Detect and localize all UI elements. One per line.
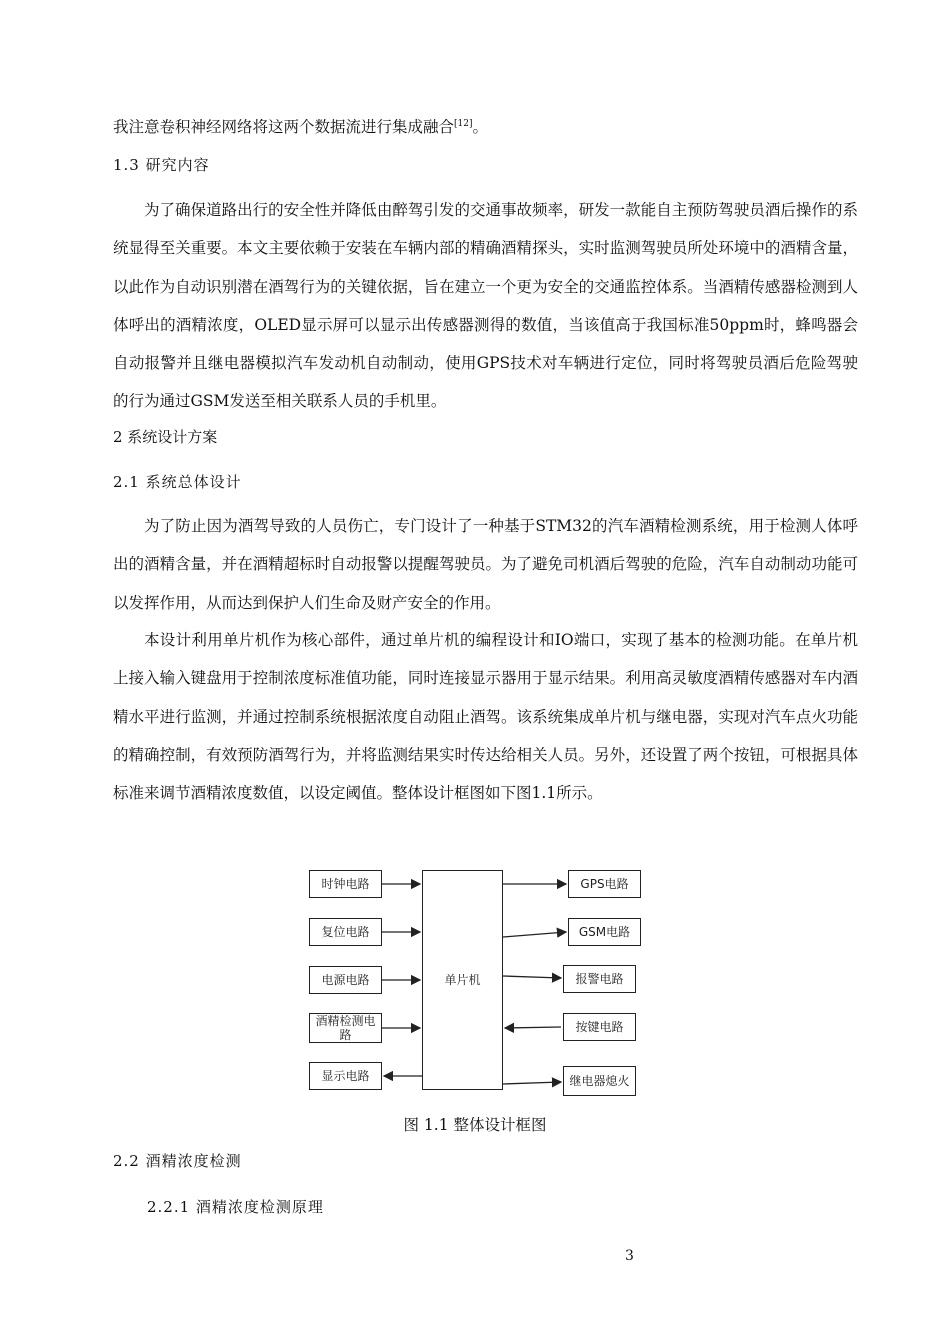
gsm-circuit-block: GSM电路 [568,918,641,946]
heading-2: 2 系统设计方案 [113,428,218,446]
arrow-keys-to-mcu [505,1027,561,1028]
continued-text-end: 。 [472,118,489,136]
arrow-mcu-to-relay [503,1082,561,1084]
citation-ref: [12] [454,119,473,129]
figure-caption: 图 1.1 整体设计框图 [403,1116,547,1134]
heading-2-2-1: 2.2.1 酒精浓度检测原理 [147,1198,324,1216]
page-number: 3 [625,1248,634,1264]
heading-2-2: 2.2 酒精浓度检测 [113,1152,242,1170]
mcu-block: 单片机 [422,870,503,1090]
heading-2-1: 2.1 系统总体设计 [113,473,242,491]
reset-circuit-block: 复位电路 [309,918,382,946]
paragraph-2-1-a: 为了防止因为酒驾导致的人员伤亡，专门设计了一种基于STM32的汽车酒精检测系统，用于检测人体呼出的酒精含量，并在酒精超标时自动报警以提醒驾驶员。为了避免司机酒后驾驶的危险，汽车自动制动功能可以发挥作用，从而达到保护人们生命及财产安全的作用。 [113,517,858,612]
alarm-circuit-block: 报警电路 [563,965,636,993]
continued-paragraph-line [113,115,488,137]
display-circuit-block: 显示电路 [309,1062,382,1090]
system-block-diagram [300,862,650,1102]
paragraph-2-1-b: 本设计利用单片机作为核心部件，通过单片机的编程设计和IO端口，实现了基本的检测功能。在单片机上接入输入键盘用于控制浓度标准值功能，同时连接显示器用于显示结果。利用高灵敏度酒精传感器对车内酒精水平进行监测，并通过控制系统根据浓度自动阻止酒驾。该系统集成单片机与继电器，实现对汽车点火功能的精确控制，有效预防酒驾行为，并将监测结果实时传达给相关人员。另外，还设置了两个按钮，可根据具体标准来调节酒精浓度数值，以设定阈值。整体设计框图如下图1.1所示。 [113,631,858,803]
paragraph-1-3: 为了确保道路出行的安全性并降低由醉驾引发的交通事故频率，研发一款能自主预防驾驶员酒后操作的系统显得至关重要。本文主要依赖于安装在车辆内部的精确酒精探头，实时监测驾驶员所处环境中的酒精含量，以此作为自动识别潜在酒驾行为的关键依据，旨在建立一个更为安全的交通监控体系。当酒精传感器检测到人体呼出的酒精浓度，OLED显示屏可以显示出传感器测得的数值，当该值高于我国标准50ppm时，蜂鸣器会自动报警并且继电器模拟汽车发动机自动制动，使用GPS技术对车辆进行定位，同时将驾驶员酒后危险驾驶的行为通过GSM发送至相关联系人员的手机里。 [113,201,858,411]
arrow-mcu-to-gsm [503,932,566,937]
clock-circuit-block: 时钟电路 [309,870,382,898]
gps-circuit-block: GPS电路 [568,870,641,898]
key-circuit-block: 按键电路 [563,1013,636,1041]
power-circuit-block: 电源电路 [309,966,382,994]
continued-text: 我注意卷积神经网络将这两个数据流进行集成融合 [113,118,455,136]
alcohol-detection-block: 酒精检测电路 [309,1013,382,1043]
relay-cutoff-block: 继电器熄火 [563,1066,636,1096]
heading-1-3: 1.3 研究内容 [113,156,210,174]
arrow-mcu-to-alarm [503,976,561,978]
